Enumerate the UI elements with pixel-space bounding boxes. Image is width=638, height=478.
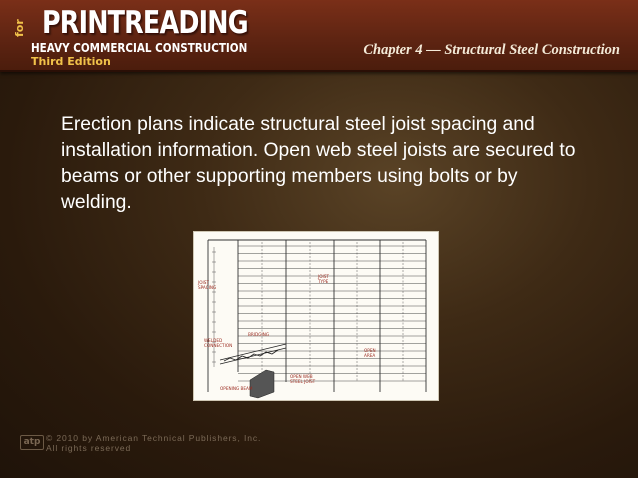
logo-for: for bbox=[13, 19, 26, 37]
copyright-line-1: © 2010 by American Technical Publishers, Inc. bbox=[46, 433, 262, 443]
logo-edition: Third Edition bbox=[31, 55, 111, 68]
atp-logo: atp bbox=[20, 435, 44, 450]
header-bar bbox=[0, 0, 638, 72]
joist-type-label: JOIST TYPE bbox=[318, 274, 329, 284]
erection-plan-figure bbox=[193, 231, 439, 401]
logo-subtitle: HEAVY COMMERCIAL CONSTRUCTION bbox=[31, 40, 248, 55]
chapter-title: Chapter 4 — Structural Steel Construction bbox=[363, 42, 620, 58]
welded-connection-label: WELDED CONNECTION bbox=[204, 338, 233, 348]
bridging-label: BRIDGING bbox=[248, 332, 270, 337]
body-text: Erection plans indicate structural steel joist spacing and installation information. Open web steel joists are secured to beams or other supporting members using bolts or by welding. bbox=[61, 114, 576, 213]
open-web-steel-joist-label: OPEN WEB STEEL JOIST bbox=[290, 374, 316, 384]
book-logo bbox=[8, 4, 248, 68]
open-area-label: OPEN AREA bbox=[364, 348, 376, 358]
opening-beam-label: OPENING BEAM bbox=[220, 386, 253, 391]
copyright-line-2: All rights reserved bbox=[46, 443, 132, 453]
erection-plan-drawing bbox=[194, 232, 438, 400]
logo-title: PRINTREADING bbox=[42, 5, 248, 41]
joist-spacing-label: JOIST SPACING bbox=[198, 280, 217, 290]
footer bbox=[20, 431, 280, 461]
